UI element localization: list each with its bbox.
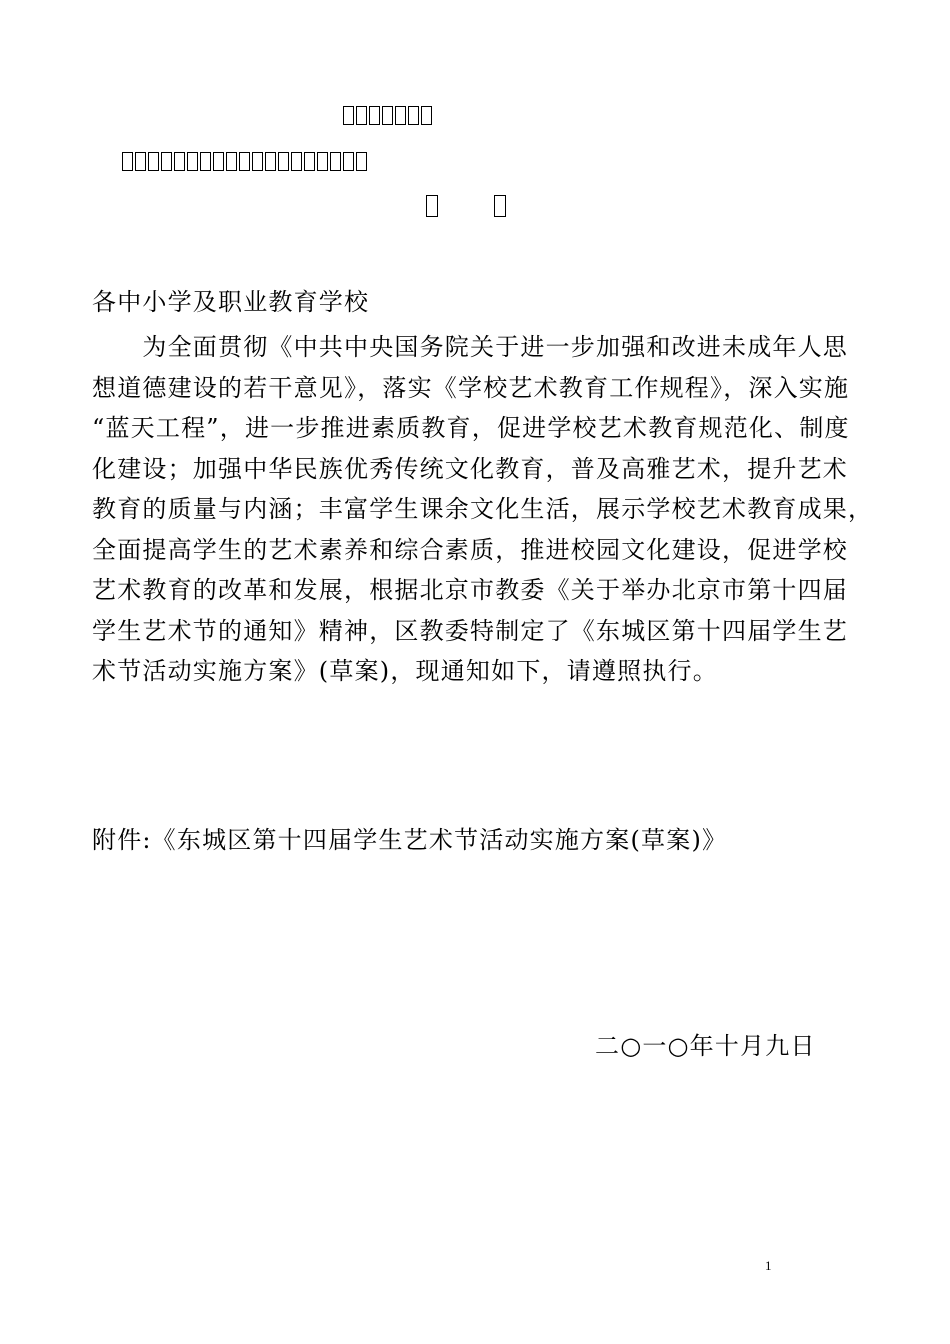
- body-line: 全面提高学生的艺术素养和综合素质，推进校园文化建设，促进学校: [92, 535, 848, 564]
- missing-glyph-box: [343, 152, 354, 171]
- missing-glyph-box: [122, 152, 133, 171]
- missing-glyph-box: [317, 152, 328, 171]
- missing-glyph-box: [135, 152, 146, 171]
- missing-glyph-box: [252, 152, 263, 171]
- missing-glyph-box: [187, 152, 198, 171]
- missing-glyph-box: [239, 152, 250, 171]
- body-line: 学生艺术节的通知》精神，区教委特制定了《东城区第十四届学生艺: [92, 616, 848, 645]
- header-line-3: [426, 195, 506, 217]
- missing-glyph-box: [369, 106, 380, 125]
- missing-glyph-box: [421, 106, 432, 125]
- body-line: 教育的质量与内涵；丰富学生课余文化生活，展示学校艺术教育成果，: [92, 495, 874, 523]
- missing-glyph-box: [148, 152, 159, 171]
- header-line-2: [122, 152, 367, 171]
- page-number: 1: [765, 1258, 772, 1273]
- attachment-line: 附件:《东城区第十四届学生艺术节活动实施方案(草案)》: [92, 826, 728, 854]
- missing-glyph-box: [213, 152, 224, 171]
- missing-glyph-box: [356, 106, 367, 125]
- body-line: 想道德建设的若干意见》，落实《学校艺术教育工作规程》，深入实施: [92, 373, 850, 402]
- letter-body: [92, 327, 874, 692]
- missing-glyph-box: [395, 106, 406, 125]
- recipient: 各中小学及职业教育学校: [92, 288, 370, 316]
- signature-date: 二○一○年十月九日: [595, 1032, 816, 1060]
- missing-glyph-box: [304, 152, 315, 171]
- missing-glyph-box: [291, 152, 302, 171]
- header-line-1: [343, 106, 432, 125]
- missing-glyph-box: [426, 195, 438, 217]
- missing-glyph-box: [343, 106, 354, 125]
- missing-glyph-box: [356, 152, 367, 171]
- missing-glyph-box: [226, 152, 237, 171]
- missing-glyph-box: [330, 152, 341, 171]
- missing-glyph-box: [408, 106, 419, 125]
- body-line: “蓝天工程”，进一步推进素质教育，促进学校艺术教育规范化、制度: [92, 414, 850, 442]
- missing-glyph-box: [382, 106, 393, 125]
- body-line: 为全面贯彻《中共中央国务院关于进一步加强和改进未成年人思: [92, 333, 848, 361]
- missing-glyph-box: [200, 152, 211, 171]
- body-line: 化建设；加强中华民族优秀传统文化教育，普及高雅艺术，提升艺术: [92, 454, 848, 483]
- missing-glyph-box: [265, 152, 276, 171]
- missing-glyph-box: [174, 152, 185, 171]
- missing-glyph-box: [278, 152, 289, 171]
- missing-glyph-box: [494, 195, 506, 217]
- missing-glyph-box: [161, 152, 172, 171]
- body-line: 术节活动实施方案》(草案)，现通知如下，请遵照执行。: [92, 657, 718, 685]
- body-line: 艺术教育的改革和发展，根据北京市教委《关于举办北京市第十四届: [92, 576, 848, 604]
